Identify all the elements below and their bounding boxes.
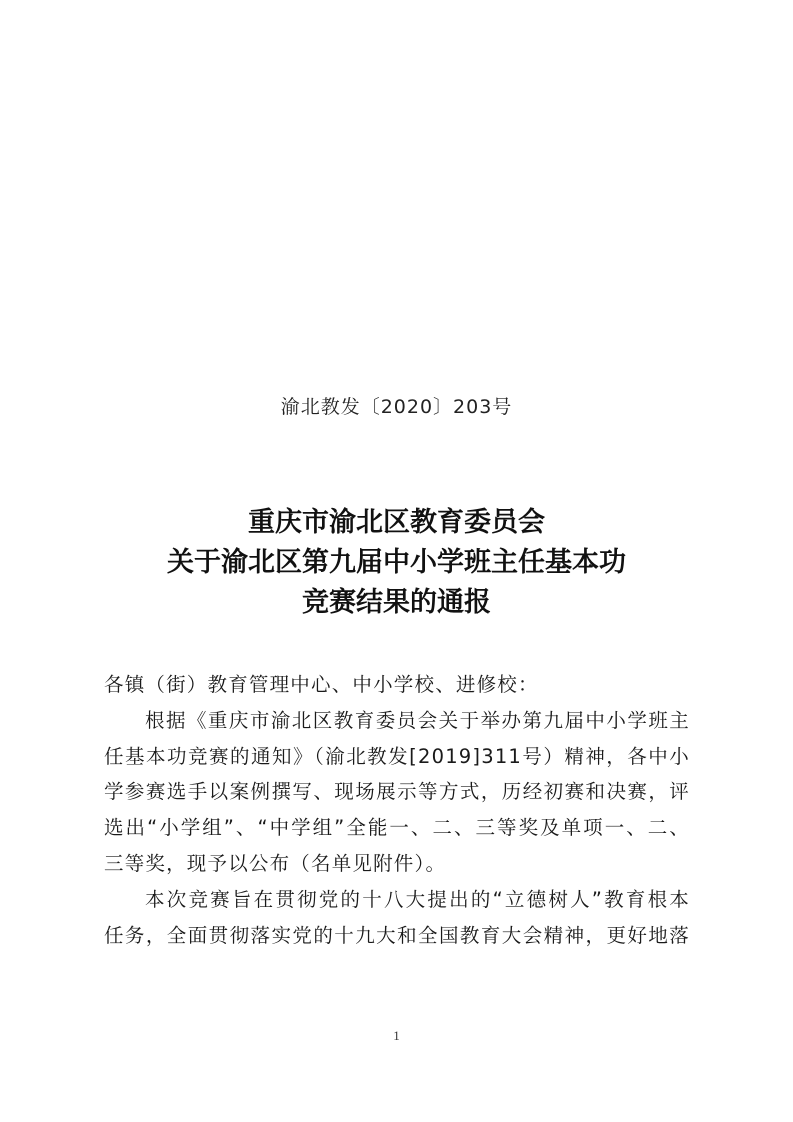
paragraph-1-line-3: 学参赛选手以案例撰写、现场展示等方式，历经初赛和决赛，评 bbox=[104, 780, 690, 804]
paragraph-2-line-2: 任务，全面贯彻落实党的十九大和全国教育大会精神，更好地落 bbox=[104, 923, 690, 947]
paragraph-1-line-4: 选出“小学组”、“中学组”全能一、二、三等奖及单项一、二、 bbox=[104, 816, 690, 840]
document-title bbox=[0, 503, 793, 623]
document-body bbox=[104, 667, 690, 953]
salutation: 各镇（街）教育管理中心、中小学校、进修校： bbox=[104, 673, 539, 696]
paragraph-1-line-1: 根据《重庆市渝北区教育委员会关于举办第九届中小学班主 bbox=[145, 708, 690, 732]
title-line-2: 关于渝北区第九届中小学班主任基本功 bbox=[167, 547, 626, 578]
paragraph-2-line-1: 本次竞赛旨在贯彻党的十八大提出的“立德树人”教育根本 bbox=[145, 887, 690, 911]
title-line-1: 重庆市渝北区教育委员会 bbox=[248, 507, 545, 538]
paragraph-1-line-2: 任基本功竞赛的通知》（渝北教发[2019]311号）精神，各中小 bbox=[104, 744, 690, 768]
document-number: 渝北教发〔2020〕203号 bbox=[280, 396, 513, 418]
paragraph-1-line-5: 三等奖，现予以公布（名单见附件）。 bbox=[104, 851, 447, 875]
title-line-3: 竞赛结果的通报 bbox=[302, 587, 491, 618]
page-number: 1 bbox=[393, 1028, 400, 1043]
